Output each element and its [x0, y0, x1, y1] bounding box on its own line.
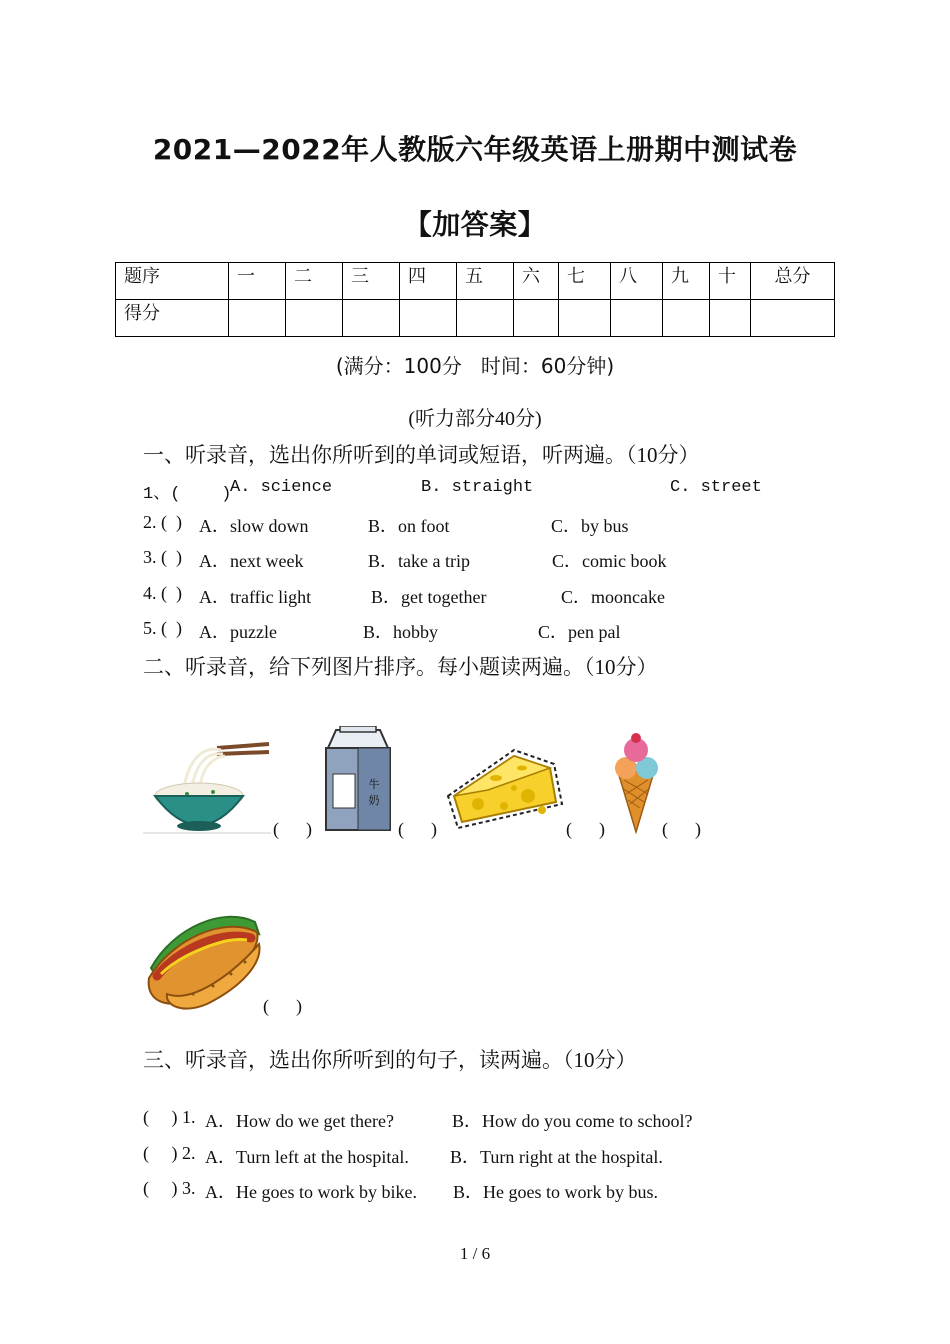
question-number: 5. ( ) — [143, 618, 182, 638]
option-a: A．traffic light — [199, 587, 312, 607]
answer-bracket[interactable]: ( ) — [263, 996, 302, 1016]
option-b: B．on foot — [368, 516, 450, 536]
score-cell[interactable] — [286, 300, 343, 337]
option-b: B．hobby — [363, 622, 439, 642]
score-header-cell: 十 — [710, 263, 751, 300]
score-cell[interactable] — [710, 300, 751, 337]
exam-meta: (满分：100分 时间：60分钟) — [335, 354, 615, 378]
score-cell[interactable] — [343, 300, 400, 337]
question-number: ( ) 2. — [143, 1143, 196, 1163]
score-header-cell: 七 — [559, 263, 611, 300]
question-number: 1、( ) — [143, 485, 232, 504]
score-header-cell: 四 — [400, 263, 457, 300]
score-header-cell: 题序 — [116, 263, 229, 300]
score-header-cell: 二 — [286, 263, 343, 300]
score-cell[interactable] — [611, 300, 663, 337]
page-number: 1 / 6 — [459, 1244, 491, 1263]
question-number: ( ) 3. — [143, 1178, 196, 1198]
score-cell[interactable] — [514, 300, 559, 337]
score-table-header-row — [116, 263, 835, 300]
section1-heading: 一、听录音，选出你所听到的单词或短语，听两遍。（10分） — [143, 443, 700, 467]
exam-title-suffix: 【加答案】 — [403, 208, 547, 241]
option-b: B．How do you come to school? — [452, 1111, 693, 1131]
question-number: 4. ( ) — [143, 583, 182, 603]
option-a: A．next week — [199, 551, 304, 571]
section3-heading: 三、听录音，选出你所听到的句子，读两遍。（10分） — [143, 1048, 637, 1072]
score-cell[interactable] — [559, 300, 611, 337]
score-cell[interactable] — [663, 300, 710, 337]
score-cell[interactable] — [457, 300, 514, 337]
question-number: 3. ( ) — [143, 547, 182, 567]
option-a: A．slow down — [199, 516, 309, 536]
answer-bracket[interactable]: ( ) — [398, 819, 437, 839]
section2-heading: 二、听录音，给下列图片排序。每小题读两遍。（10分） — [143, 655, 658, 679]
hot-dog-picture — [143, 908, 267, 1012]
answer-bracket[interactable]: ( ) — [273, 819, 312, 839]
score-header-cell: 八 — [611, 263, 663, 300]
option-a: A. science — [230, 478, 333, 497]
score-table — [115, 262, 835, 337]
score-header-cell: 五 — [457, 263, 514, 300]
question-number: 2. ( ) — [143, 512, 182, 532]
score-table-score-row — [116, 300, 835, 337]
answer-bracket[interactable]: ( ) — [566, 819, 605, 839]
noodles-picture — [143, 738, 271, 834]
score-cell[interactable] — [400, 300, 457, 337]
question-number: ( ) 1. — [143, 1107, 196, 1127]
option-a: A．Turn left at the hospital. — [205, 1147, 409, 1167]
listening-part-label: (听力部分40分) — [408, 408, 542, 430]
option-b: B．He goes to work by bus. — [453, 1182, 658, 1202]
answer-bracket[interactable]: ( ) — [662, 819, 701, 839]
option-b: B．get together — [371, 587, 487, 607]
ice-cream-picture — [610, 730, 662, 834]
option-a: A．He goes to work by bike. — [205, 1182, 417, 1202]
option-c: C．comic book — [552, 551, 667, 571]
milk-label-char: 奶 — [368, 794, 380, 807]
option-a: A．puzzle — [199, 622, 277, 642]
score-header-cell: 总分 — [751, 263, 835, 300]
option-c: C．by bus — [551, 516, 629, 536]
score-row-label: 得分 — [116, 300, 229, 337]
milk-label-char: 牛 — [368, 778, 380, 791]
exam-title: 2021—2022年人教版六年级英语上册期中测试卷 — [152, 133, 798, 166]
milk-picture — [322, 726, 394, 834]
score-header-cell: 三 — [343, 263, 400, 300]
score-header-cell: 一 — [229, 263, 286, 300]
cheese-picture — [444, 744, 566, 832]
option-c: C．pen pal — [538, 622, 621, 642]
option-c: C．mooncake — [561, 587, 665, 607]
score-header-cell: 六 — [514, 263, 559, 300]
option-b: B. straight — [421, 478, 534, 497]
score-cell[interactable] — [229, 300, 286, 337]
option-a: A．How do we get there? — [205, 1111, 394, 1131]
option-b: B．Turn right at the hospital. — [450, 1147, 663, 1167]
option-c: C. street — [670, 478, 762, 497]
option-b: B．take a trip — [368, 551, 470, 571]
score-header-cell: 九 — [663, 263, 710, 300]
score-cell[interactable] — [751, 300, 835, 337]
